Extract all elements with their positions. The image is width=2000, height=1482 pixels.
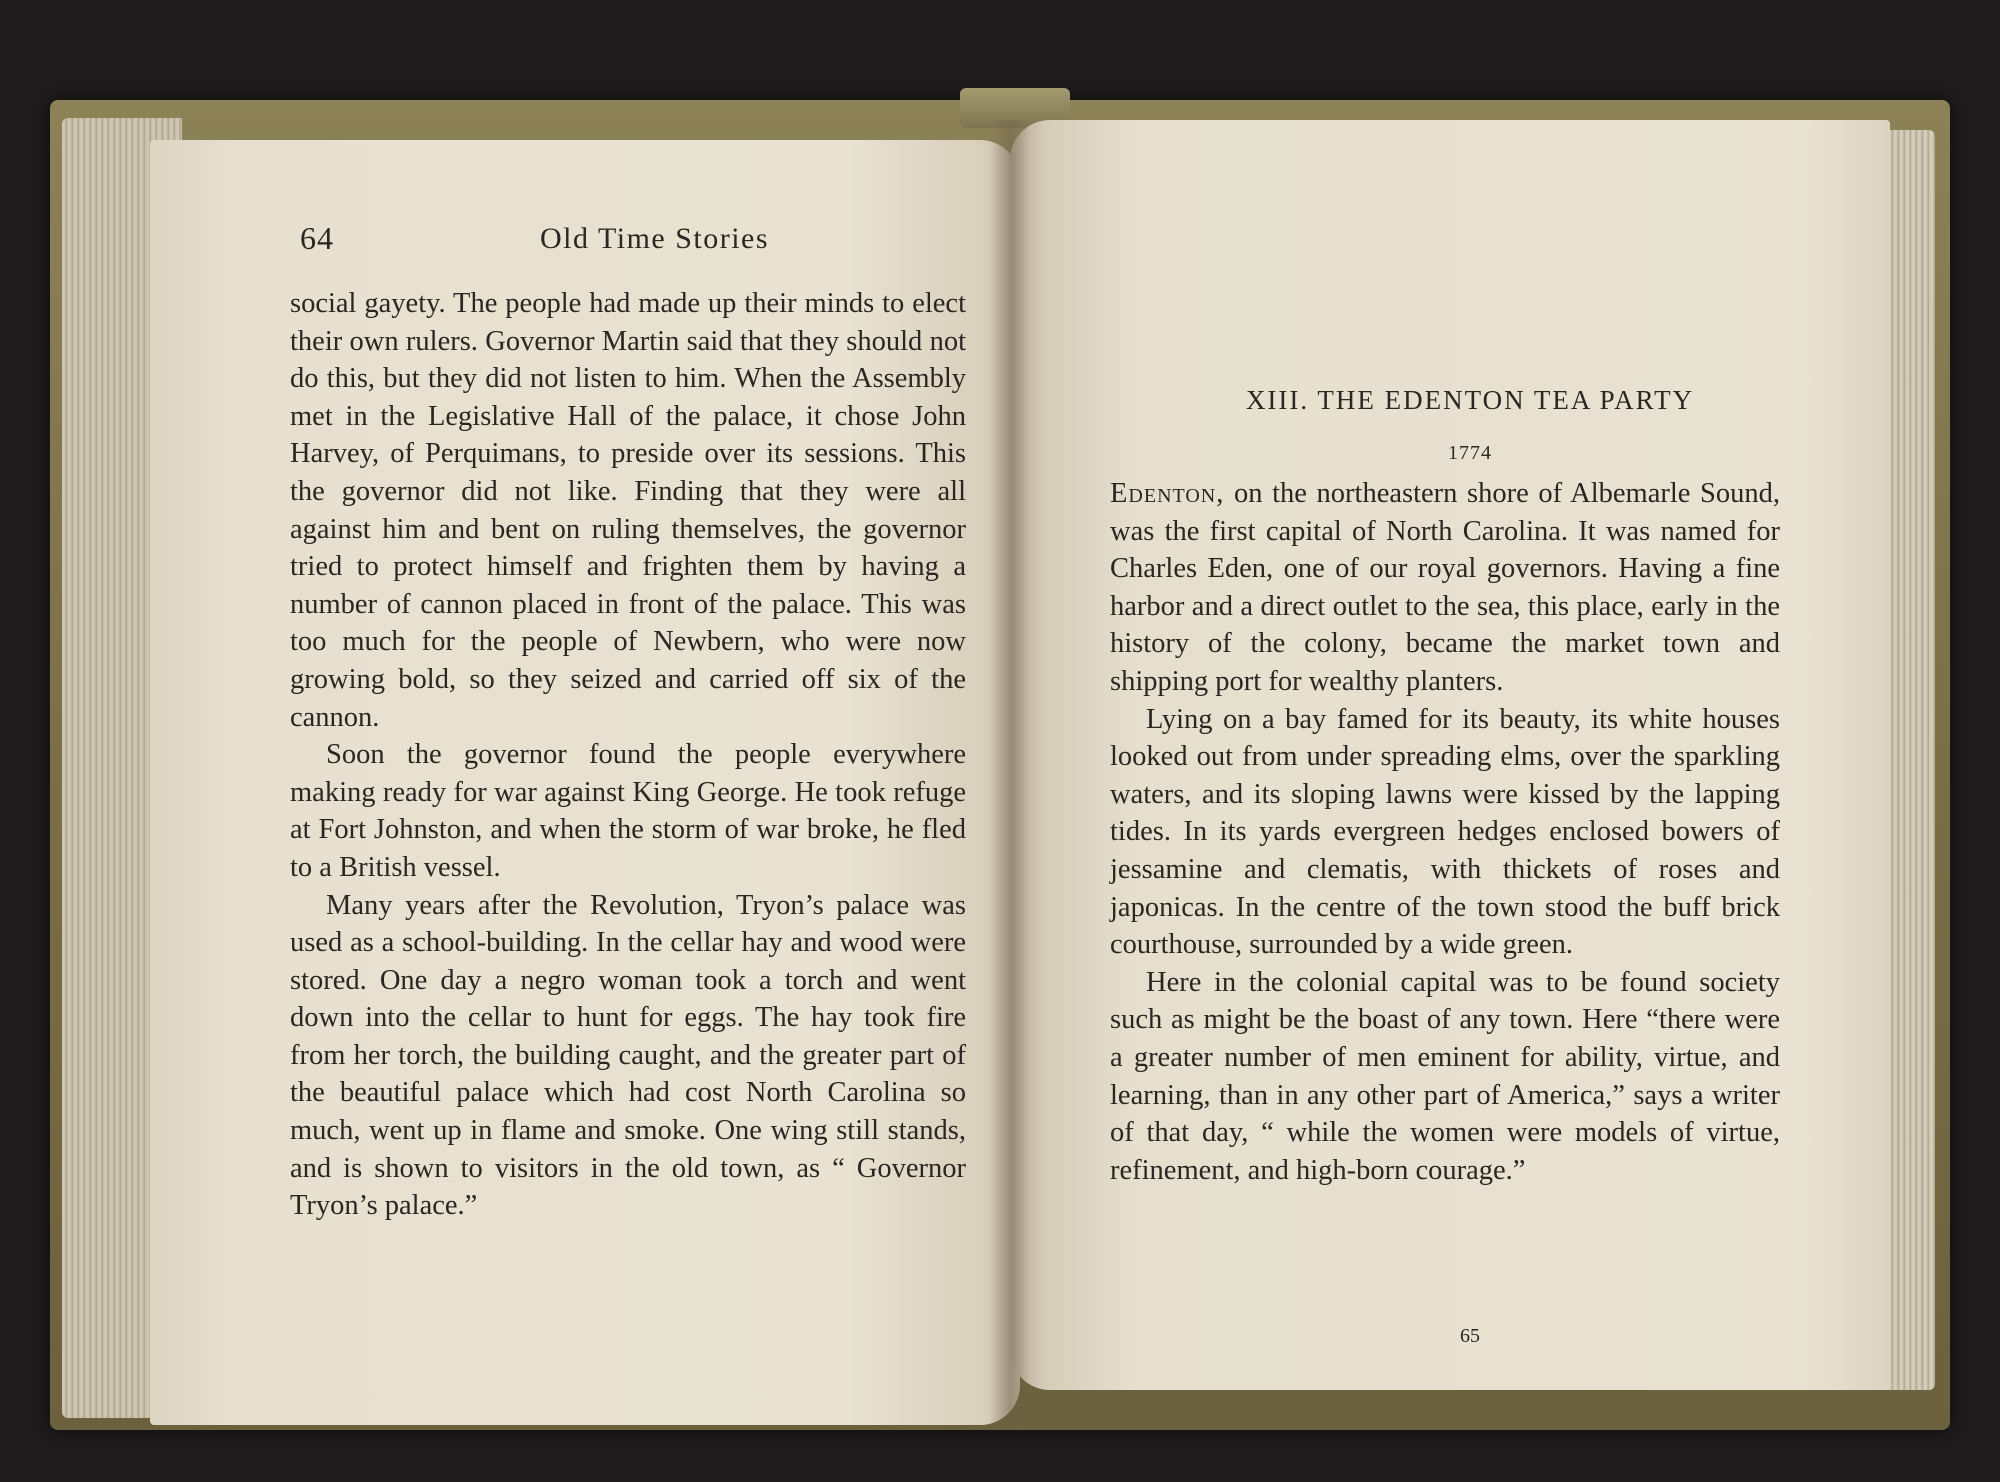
gutter-shadow	[990, 120, 1030, 1430]
chapter-title: XIII. THE EDENTON TEA PARTY	[1245, 385, 1695, 415]
left-paragraph-1: social gayety. The people had made up their minds to elect their own rulers. Governor Martin said that they should not do this, but they did not listen to him. When the Assembly met in the Legislative Hall of the palace, it chose John Harvey, of Perquimans, to preside over its sessions. This the governor did not like. Finding that they were all against him and bent on ruling themselves, the governor tried to protect himself and frighten them by having a number of cannon placed in front of the palace. This was too much for the people of Newbern, who were now growing bold, so they seized and carried off six of the cannon.	[290, 288, 966, 733]
right-page-number: 65	[1460, 1325, 1480, 1347]
right-page	[1010, 120, 1890, 1390]
right-page-body	[1110, 475, 1780, 1189]
chapter-year: 1774	[1448, 442, 1492, 464]
left-paragraph-3: Many years after the Revolution, Tryon’s palace was used as a school-building. In the cellar hay and wood were stored. One day a negro woman took a torch and went down into the cellar to hunt for eggs. The hay took fire from her torch, the building caught, and the greater part of the beautiful palace which had cost North Carolina so much, went up in flame and smoke. One wing still stands, and is shown to visitors in the old town, as “ Governor Tryon’s palace.”	[290, 889, 966, 1222]
lead-word: Edenton,	[1110, 478, 1225, 509]
right-paragraph-3: Here in the colonial capital was to be found society such as might be the boast of any town. Here “there were a greater number of men eminent for ability, virtue, and learning, than in any other part of America,” says a writer of that day, “ while the women were models of virtue, refinement, and high-born courage.”	[1110, 966, 1780, 1186]
running-title: Old Time Stories	[540, 222, 770, 255]
left-page-number: 64	[300, 220, 334, 256]
right-paragraph-1	[1110, 475, 1780, 701]
right-paragraph-1-text: on the northeastern shore of Albemarle Sound, was the first capital of North Carolina. It was named for Charles Eden, one of our royal governors. Having a fine harbor and a direct outlet to the sea, this place, early in the history of the colony, became the market town and shipping port for wealthy planters.	[1110, 478, 1780, 697]
left-paragraph-2: Soon the governor found the people everywhere making ready for war against King George. He took refuge at Fort Johnston, and when the storm of war broke, he fled to a British vessel.	[290, 739, 966, 883]
left-page	[150, 140, 1020, 1425]
right-paragraph-2: Lying on a bay famed for its beauty, its white houses looked out from under spreading elms, over the sparkling waters, and its sloping lawns were kissed by the lapping tides. In its yards evergreen hedges enclosed bowers of jessamine and clematis, with thickets of roses and japonicas. In the centre of the town stood the buff brick courthouse, surrounded by a wide green.	[1110, 703, 1780, 961]
left-page-body	[290, 285, 966, 1225]
